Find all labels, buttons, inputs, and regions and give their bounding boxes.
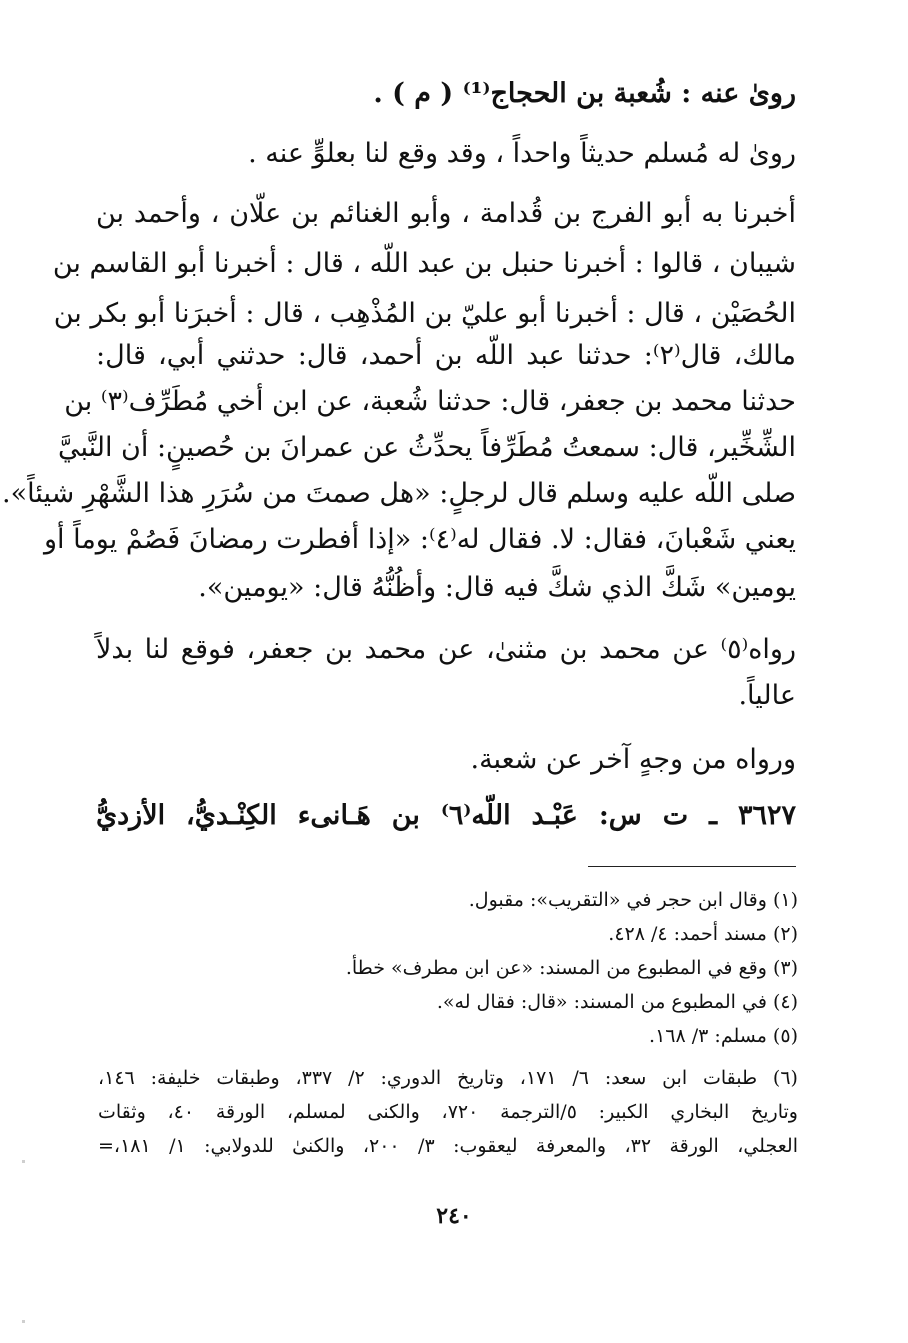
text-line-2: رویٰ له مُسلم حديثاً واحداً ، وقد وقع لنا بعلوٍّ عنه . <box>248 138 796 169</box>
text-line-narrator: رویٰ عنه : شُعبة بن الحجاج⁽¹⁾ ( م ) . <box>373 78 796 109</box>
footnote-5: (٥) مسلم: ٣/ ١٦٨. <box>649 1025 798 1047</box>
footnote-separator <box>588 866 796 867</box>
scan-speck <box>22 1160 25 1163</box>
text-line-6: مالك، قال⁽٢⁾: حدثنا عبد اللّه بن أحمد، قال: حدثني أبي، قال: <box>96 340 796 371</box>
footnote-6-line-3: العجلي، الورقة ٣٢، والمعرفة ليعقوب: ٣/ ٢٠٠، والكنیٰ للدولابي: ١/ ١٨١،= <box>98 1135 798 1157</box>
text-line-7: حدثنا محمد بن جعفر، قال: حدثنا شُعبة، عن ابن أخي مُطَرِّف⁽٣⁾ بن <box>64 386 796 417</box>
footnote-1: (١) وقال ابن حجر في «التقريب»: مقبول. <box>468 889 798 911</box>
text-line-14: ورواه من وجهٍ آخر عن شعبة. <box>470 744 796 775</box>
text-line-4: شيبان ، قالوا : أخبرنا حنبل بن عبد اللّه ، قال : أخبرنا أبو القاسم بن <box>52 248 796 279</box>
footnote-6-line-2: وتاريخ البخاري الكبير: ٥/الترجمة ٧٢٠، والكنى لمسلم، الورقة ٤٠، وثقات <box>98 1101 798 1123</box>
scan-speck <box>22 1320 25 1323</box>
text-line-10: يعني شَعْبانَ، فقال: لا. فقال له⁽٤⁾: «إذا أفطرت رمضانَ فَصُمْ يوماً أو <box>43 524 796 555</box>
text-line-8: الشِّخِّير، قال: سمعتُ مُطَرِّفاً يحدِّثُ عن عمرانَ بن حُصينٍ: أن النَّبيَّ <box>57 432 796 463</box>
footnote-2: (٢) مسند أحمد: ٤/ ٤٢٨. <box>608 923 798 945</box>
text-line-3: أخبرنا به أبو الفرج بن قُدامة ، وأبو الغنائم بن علّان ، وأحمد بن <box>96 198 796 229</box>
footnote-6-line-1: (٦) طبقات ابن سعد: ٦/ ١٧١، وتاريخ الدوري: ٢/ ٣٣٧، وطبقات خليفة: ١٤٦، <box>98 1067 798 1089</box>
entry-heading: ٣٦٢٧ ـ ت س: عَبْـد اللّه⁽٦⁾ بن هَـانیء الكِنْـديُّ، الأزديُّ <box>96 800 796 831</box>
text-line-12: رواه⁽٥⁾ عن محمد بن مثنیٰ، عن محمد بن جعفر، فوقع لنا بدلاً <box>96 634 796 665</box>
footnote-3: (٣) وقع في المطبوع من المسند: «عن ابن مطرف» خطأ. <box>345 957 798 979</box>
text-line-13: عالياً. <box>738 680 796 711</box>
text-line-5: الحُصَيْن ، قال : أخبرنا أبو عليّ بن المُذْهِب ، قال : أخبرَنا أبو بكر بن <box>53 298 796 329</box>
footnote-4: (٤) في المطبوع من المسند: «قال: فقال له». <box>436 991 798 1013</box>
text-line-11: يومين» شَكَّ الذي شكَّ فيه قال: وأظُنُّهُ قال: «يومين». <box>198 572 796 603</box>
page-number: ٢٤٠ <box>436 1203 472 1229</box>
text-line-9: صلى اللّه عليه وسلم قال لرجلٍ: «هل صمتَ من سُرَرِ هذا الشَّهْرِ شيئاً». <box>2 478 796 509</box>
